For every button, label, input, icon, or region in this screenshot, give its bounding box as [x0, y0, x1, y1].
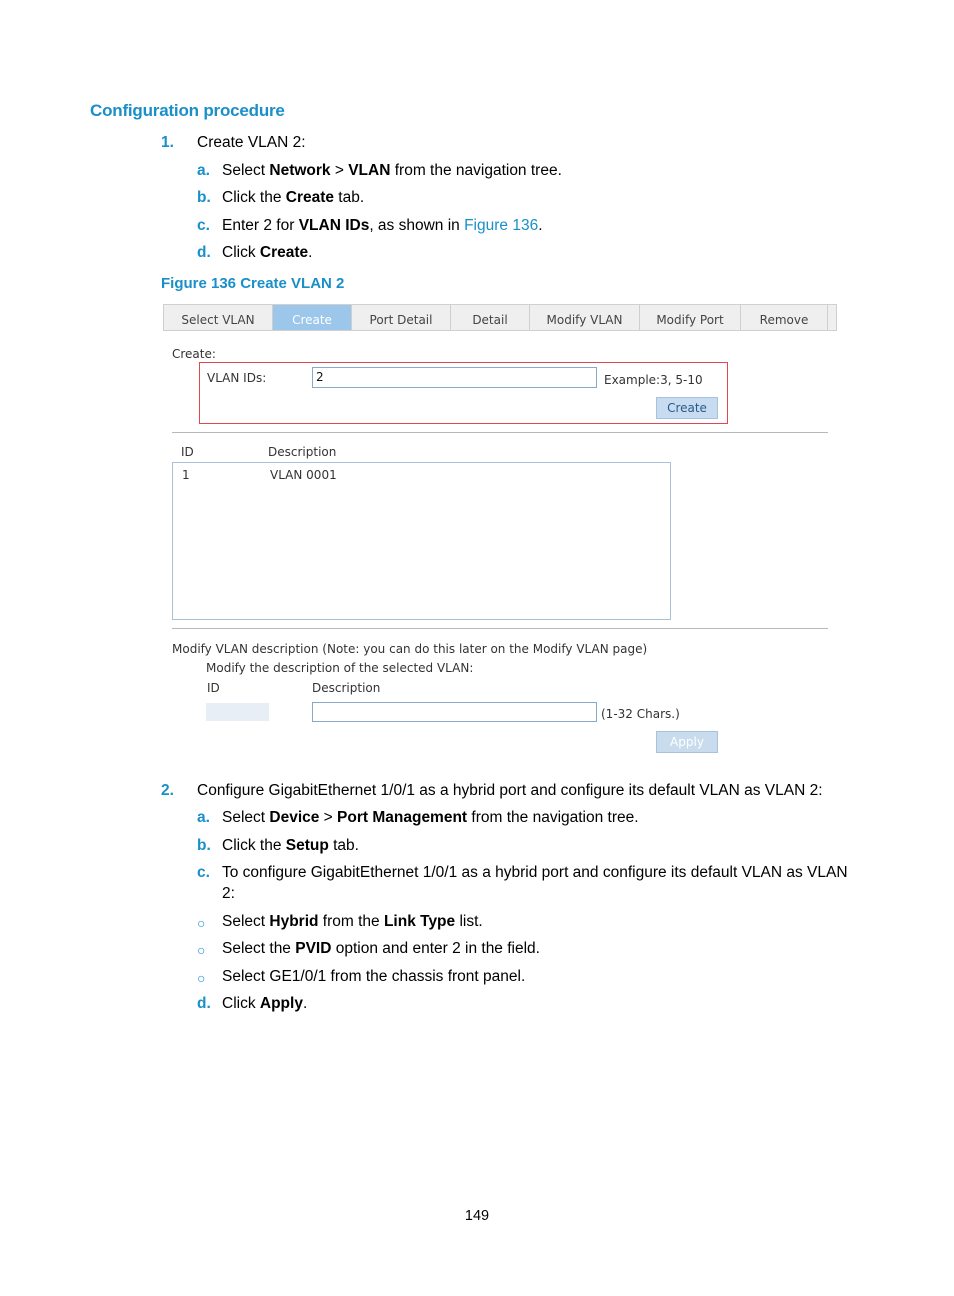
step-1-text: Create VLAN 2:: [197, 134, 306, 151]
tab-remove[interactable]: Remove: [741, 305, 828, 330]
step-1d-text: Click Create.: [222, 244, 313, 261]
bullet-mark: ○: [197, 915, 206, 931]
step-2c-text-line1: To configure GigabitEthernet 1/0/1 as a hybrid port and configure its default VLAN as VLAN: [222, 864, 848, 881]
vlan-ids-input[interactable]: 2: [312, 367, 597, 388]
tab-port-detail[interactable]: Port Detail: [352, 305, 451, 330]
divider: [172, 432, 828, 433]
step-1a-letter: a.: [197, 162, 210, 179]
step-2b-letter: b.: [197, 837, 211, 854]
step-2d-text: Click Apply.: [222, 995, 308, 1012]
tab-select-vlan[interactable]: Select VLAN: [164, 305, 273, 330]
create-button[interactable]: Create: [656, 397, 718, 419]
step-1-number: 1.: [161, 134, 174, 151]
step-1d-letter: d.: [197, 244, 211, 261]
step-1c-letter: c.: [197, 217, 210, 234]
tab-bar: [163, 304, 837, 331]
tab-modify-vlan[interactable]: Modify VLAN: [530, 305, 640, 330]
vlan-ids-label: VLAN IDs:: [207, 371, 267, 385]
step-1c-text: Enter 2 for VLAN IDs, as shown in Figure 136.: [222, 217, 543, 234]
list-header-id: ID: [181, 445, 194, 459]
divider: [172, 628, 828, 629]
step-2-number: 2.: [161, 782, 174, 799]
tab-create[interactable]: Create: [273, 305, 352, 330]
modify-description-input[interactable]: [312, 702, 597, 722]
chars-hint: (1-32 Chars.): [601, 707, 680, 721]
bullet-mark: ○: [197, 942, 206, 958]
modify-id-label: ID: [207, 681, 220, 695]
tab-detail[interactable]: Detail: [451, 305, 530, 330]
figure-caption: Figure 136 Create VLAN 2: [161, 275, 345, 292]
step-1b-text: Click the Create tab.: [222, 189, 365, 206]
list-header-description: Description: [268, 445, 337, 459]
step-2a-text: Select Device > Port Management from the navigation tree.: [222, 809, 639, 826]
section-heading: Configuration procedure: [90, 101, 285, 120]
apply-button[interactable]: Apply: [656, 731, 718, 753]
step-2c-letter: c.: [197, 864, 210, 881]
vlan-listbox[interactable]: [172, 462, 671, 620]
step-2-text: Configure GigabitEthernet 1/0/1 as a hybrid port and configure its default VLAN as VLAN 2:: [197, 782, 823, 799]
figure-136-link[interactable]: Figure 136: [464, 217, 539, 234]
create-section-label: Create:: [172, 347, 216, 361]
bullet-item: Select the PVID option and enter 2 in the field.: [222, 940, 540, 957]
step-2c-text-line2: 2:: [222, 885, 235, 902]
step-1b-letter: b.: [197, 189, 211, 206]
vlan-ids-example: Example:3, 5-10: [604, 373, 703, 387]
modify-description-subtitle: Modify the description of the selected VLAN:: [206, 661, 474, 675]
modify-description-title: Modify VLAN description (Note: you can do this later on the Modify VLAN page): [172, 642, 648, 656]
step-1a-text: Select Network > VLAN from the navigation tree.: [222, 162, 562, 179]
tab-modify-port[interactable]: Modify Port: [640, 305, 741, 330]
step-2d-letter: d.: [197, 995, 211, 1012]
list-row-description[interactable]: VLAN 0001: [270, 468, 337, 482]
step-2a-letter: a.: [197, 809, 210, 826]
page-number: 149: [464, 1208, 490, 1224]
modify-id-field: [206, 703, 269, 721]
bullet-mark: ○: [197, 970, 206, 986]
modify-description-label: Description: [312, 681, 381, 695]
step-2b-text: Click the Setup tab.: [222, 837, 359, 854]
bullet-item: Select GE1/0/1 from the chassis front panel.: [222, 968, 526, 985]
bullet-item: Select Hybrid from the Link Type list.: [222, 913, 483, 930]
list-row-id[interactable]: 1: [182, 468, 190, 482]
